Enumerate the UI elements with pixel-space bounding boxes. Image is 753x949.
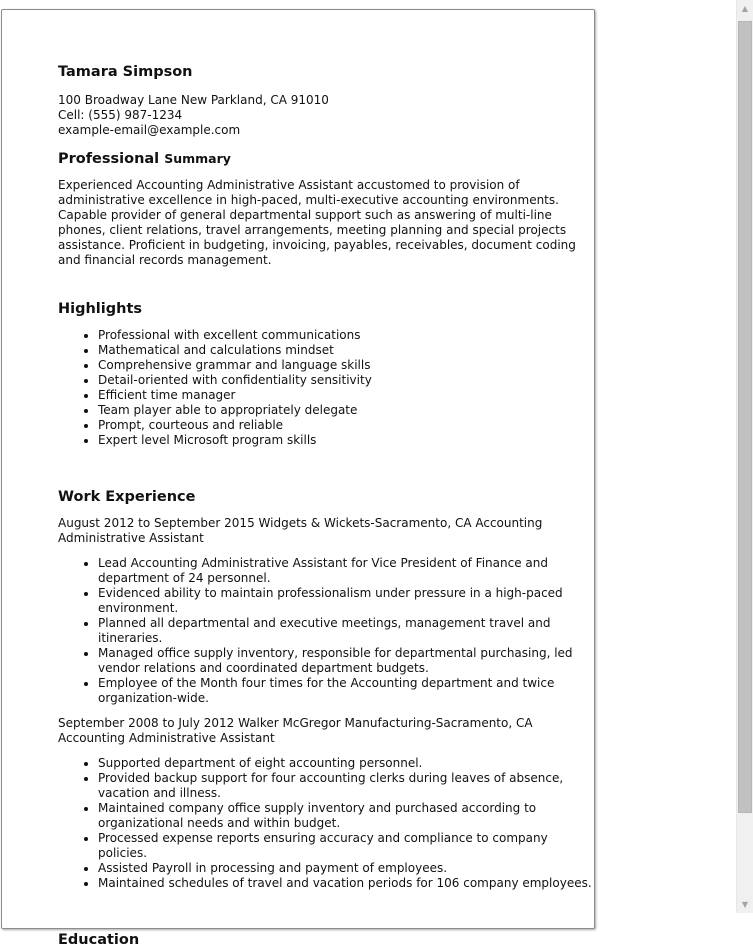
summary-heading (58, 150, 594, 168)
summary-heading-small: Summary (164, 151, 231, 166)
list-item: • Team player able to appropriately delegate (98, 403, 594, 418)
summary-text: Experienced Accounting Administrative Assistant accustomed to provision of administrative excellence in high-paced, multi-executive accounting environments. Capable provider of general departmental support such as answering of multi-line phones, client relations, travel arrangements, meeting planning and special projects assistance. Proficient in budgeting, invoicing, payables, receivables, document coding and financial records management. (58, 178, 576, 267)
list-item: • Supported department of eight accounting personnel. (98, 756, 594, 771)
job-bullets (58, 756, 594, 891)
contact-email: example-email@example.com (58, 123, 241, 137)
list-item: • Efficient time manager (98, 388, 594, 403)
contact-address: 100 Broadway Lane New Parkland, CA 91010 (58, 93, 329, 107)
list-item: • Evidenced ability to maintain professionalism under pressure in a high-paced environment. (98, 586, 594, 616)
summary-heading-main: Professional (58, 151, 160, 167)
resume-page (1, 9, 595, 948)
resume-content (58, 63, 594, 949)
highlights-list (58, 328, 594, 448)
list-item: • Processed expense reports ensuring accuracy and compliance to company policies. (98, 831, 594, 861)
resume-name: Tamara Simpson (58, 64, 193, 80)
list-item: • Professional with excellent communications (98, 328, 594, 343)
job-bullets (58, 556, 594, 706)
job-header: August 2012 to September 2015 Widgets & Wickets-Sacramento, CA Accounting Administrative Assistant (58, 516, 543, 545)
work-heading: Work Experience (58, 489, 196, 505)
highlights-section (58, 300, 594, 448)
list-item: • Comprehensive grammar and language skills (98, 358, 594, 373)
education-section (58, 931, 594, 949)
list-item: • Managed office supply inventory, responsible for departmental purchasing, led vendor relations and coordinated department budgets. (98, 646, 594, 676)
list-item: • Maintained company office supply inventory and purchased according to organizational needs and within budget. (98, 801, 594, 831)
list-item: • Mathematical and calculations mindset (98, 343, 594, 358)
list-item: • Prompt, courteous and reliable (98, 418, 594, 433)
list-item: • Planned all departmental and executive meetings, management travel and itineraries. (98, 616, 594, 646)
arrow-up-icon[interactable]: ▲ (741, 4, 749, 13)
contact-cell: Cell: (555) 987-1234 (58, 108, 183, 122)
work-section (58, 488, 594, 891)
education-heading: Education (58, 932, 140, 948)
highlights-heading: Highlights (58, 301, 143, 317)
arrow-down-icon[interactable]: ▼ (741, 900, 749, 909)
list-item: • Maintained schedules of travel and vacation periods for 106 company employees. (98, 876, 594, 891)
contact-block (58, 93, 594, 138)
list-item: • Lead Accounting Administrative Assistant for Vice President of Finance and department of 24 personnel. (98, 556, 594, 586)
list-item: • Assisted Payroll in processing and payment of employees. (98, 861, 594, 876)
scrollbar-thumb[interactable] (738, 21, 752, 813)
list-item: • Provided backup support for four accounting clerks during leaves of absence, vacation and illness. (98, 771, 594, 801)
list-item: • Expert level Microsoft program skills (98, 433, 594, 448)
summary-section (58, 150, 594, 268)
vertical-scrollbar[interactable] (736, 0, 753, 913)
job-header: September 2008 to July 2012 Walker McGregor Manufacturing-Sacramento, CA Accounting Administrative Assistant (58, 716, 533, 745)
list-item: • Employee of the Month four times for the Accounting department and twice organization-wide. (98, 676, 594, 706)
list-item: • Detail-oriented with confidentiality sensitivity (98, 373, 594, 388)
